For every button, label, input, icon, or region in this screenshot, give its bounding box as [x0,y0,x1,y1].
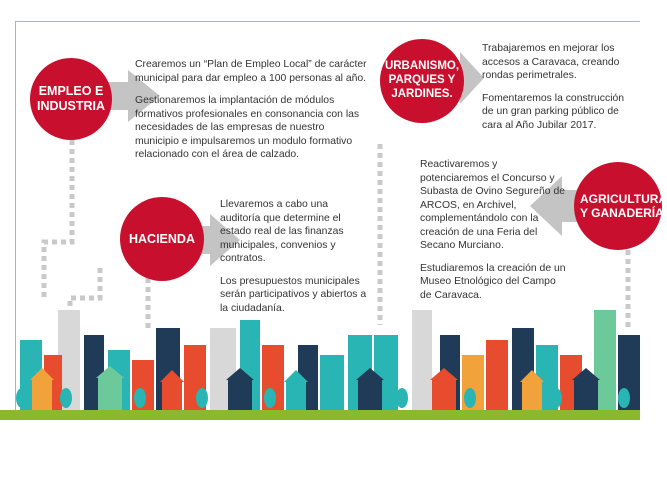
empleo-paragraph-1: Crearemos un “Plan de Empleo Local” de carácter municipal para dar empleo a 100 personas al año. [135,59,367,84]
agricultura-badge [574,162,667,250]
hacienda-title: HACIENDA [129,231,195,246]
empleo-title: EMPLEO E INDUSTRIA [36,84,106,113]
agricultura-paragraph-2: Estudiaremos la creación de un Museo Etnológico del Campo de Caravaca. [420,262,566,301]
urbanismo-title: URBANISMO, PARQUES Y JARDINES. [384,60,460,100]
agricultura-paragraph-1: Reactivaremos y potenciaremos el Concurso y Subasta de Ovino Segureño de ARCOS, en Archivel, complementándolo con la creación de una Feria del Secano Murciano. [420,159,565,252]
urbanismo-paragraph-2: Fomentaremos la construcción de un gran parking público de cara al Año Jubilar 2017. [482,92,625,131]
hacienda-paragraph-2: Los presupuestos municipales serán participativos y abiertos a la ciudadanía. [220,275,367,314]
agricultura-text [420,158,568,311]
empleo-text [135,58,371,171]
urbanismo-text [482,42,632,141]
urbanismo-badge [380,39,464,123]
ground-strip [0,410,640,420]
empleo-badge [30,58,112,140]
hacienda-badge [120,197,204,281]
urbanismo-paragraph-1: Trabajaremos en mejorar los accesos a Caravaca, creando rondas perimetrales. [482,43,620,82]
empleo-paragraph-2: Gestionaremos la implantación de módulos formativos profesionales en consonancia con las necesidades de las empresas de nuestro municipio e impulsaremos un modulo formativo relacionado con el área de calzado. [135,95,360,161]
city-skyline-illustration [0,300,640,420]
hacienda-paragraph-1: Llevaremos a cabo una auditoría que determine el estado real de las finanzas municipales, convenios y contratos. [220,199,344,265]
agricultura-title: AGRICULTURA Y GANADERÍA [580,191,667,220]
